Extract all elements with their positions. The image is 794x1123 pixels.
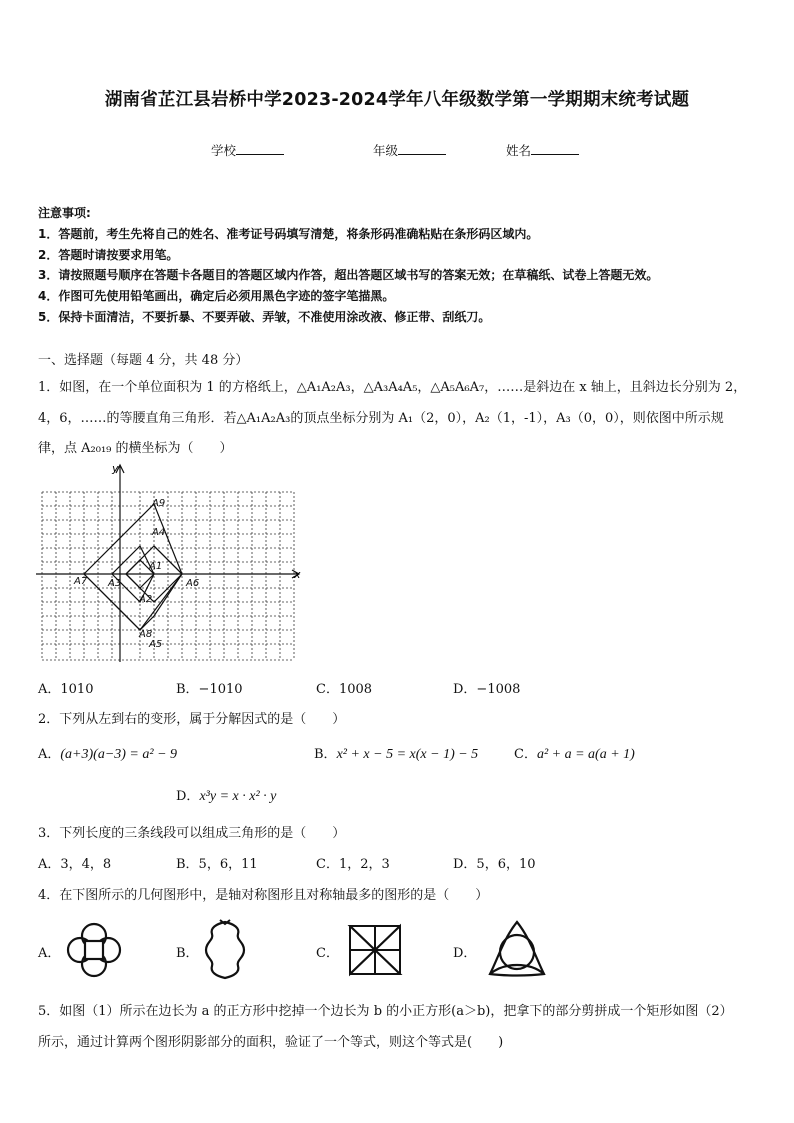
- q1-option-d[interactable]: D．−1008: [453, 682, 521, 697]
- point-label: A4: [152, 527, 166, 538]
- point-label: A8: [139, 629, 153, 640]
- q5-line1: 5．如图（1）所示在边长为 a 的正方形中挖掉一个边长为 b 的小正方形(a＞b)，把拿下的部分剪拼成一个矩形如图（2）: [38, 1004, 733, 1019]
- section-heading: 一、选择题（每题 4 分，共 48 分）: [38, 353, 249, 368]
- y-axis-label: y: [112, 462, 119, 475]
- grade-blank[interactable]: [398, 142, 446, 155]
- q4-stem: 4．在下图所示的几何图形中，是轴对称图形且对称轴最多的图形的是（ ）: [38, 888, 489, 903]
- q1-figure: [36, 462, 306, 664]
- q4-option-c-label[interactable]: C．: [316, 946, 339, 961]
- q3-stem: 3．下列长度的三条线段可以组成三角形的是（ ）: [38, 826, 346, 841]
- q3-option-a[interactable]: A．3，4，8: [38, 857, 112, 872]
- q4-lobed-figure[interactable]: [202, 918, 248, 982]
- q4-option-b-label[interactable]: B．: [176, 946, 199, 961]
- q1-line3: 律，点 A₂₀₁₉ 的横坐标为（ ）: [38, 441, 233, 456]
- point-label: A2: [139, 594, 153, 605]
- q2-option-b[interactable]: [314, 743, 478, 763]
- notice-item: 3．请按照题号顺序在答题卡各题目的答题区域内作答，超出答题区域书写的答案无效；在草稿纸、试卷上答题无效。: [38, 268, 659, 282]
- q2-option-a-expr: (a+3)(a−3) = a² − 9: [60, 747, 178, 762]
- axes: [36, 465, 299, 662]
- q3-option-b[interactable]: B．5，6，11: [176, 857, 258, 872]
- notice-item: 4．作图可先使用铅笔画出，确定后必须用黑色字迹的签字笔描黑。: [38, 289, 395, 303]
- name-field: [506, 141, 579, 159]
- q4-option-d-label[interactable]: D．: [453, 946, 477, 961]
- point-label: A3: [108, 578, 122, 589]
- q5-line2: 所示，通过计算两个图形阴影部分的面积，验证了一个等式，则这个等式是( ): [38, 1035, 504, 1050]
- q2-option-a-label: A．: [38, 747, 61, 762]
- q1-line1: 1．如图，在一个单位面积为 1 的方格纸上，△A₁A₂A₃，△A₃A₄A₅，△A₅A₆A₇，……是斜边在 x 轴上，且斜边长分别为 2，: [38, 380, 747, 395]
- point-label: A7: [74, 576, 88, 587]
- school-field: [211, 141, 284, 159]
- q2-option-d[interactable]: [176, 785, 276, 805]
- x-axis-label: x: [294, 568, 301, 581]
- q1-option-a[interactable]: A．1010: [38, 682, 94, 697]
- point-label: A6: [186, 578, 200, 589]
- q2-option-b-expr: x² + x − 5 = x(x − 1) − 5: [336, 747, 479, 762]
- notice-heading: 注意事项:: [38, 206, 91, 220]
- school-blank[interactable]: [236, 142, 284, 155]
- notice-item: 1．答题前，考生先将自己的姓名、准考证号码填写清楚，将条形码准确粘贴在条形码区域内。: [38, 227, 539, 241]
- point-label: A1: [149, 561, 163, 572]
- q2-option-c-expr: a² + a = a(a + 1): [536, 747, 635, 762]
- q2-stem: 2．下列从左到右的变形，属于分解因式的是（ ）: [38, 712, 346, 727]
- q1-option-c[interactable]: C．1008: [316, 682, 373, 697]
- q4-triquetra-figure[interactable]: [484, 918, 550, 982]
- q4-option-a-label[interactable]: A．: [38, 946, 61, 961]
- q4-pinwheel-figure[interactable]: [346, 922, 406, 978]
- q2-option-d-label: D．: [176, 789, 200, 804]
- grade-field: [373, 141, 446, 159]
- page-title: 湖南省芷江县岩桥中学2023-2024学年八年级数学第一学期期末统考试题: [104, 90, 690, 110]
- q3-option-d[interactable]: D．5，6，10: [453, 857, 536, 872]
- notice-item: 5．保持卡面清洁，不要折暴、不要弄破、弄皱，不准使用涂改液、修正带、刮纸刀。: [38, 310, 491, 324]
- name-blank[interactable]: [531, 142, 579, 155]
- q2-option-a[interactable]: [38, 743, 177, 763]
- q1-line2: 4，6，……的等腰直角三角形．若△A₁A₂A₃的顶点坐标分别为 A₁（2，0），A₂（1，-1），A₃（0，0），则依图中所示规: [38, 411, 724, 426]
- point-label: A5: [149, 639, 163, 650]
- diamonds: [84, 504, 182, 630]
- point-label: A9: [152, 498, 166, 509]
- q2-option-b-label: B．: [314, 747, 337, 762]
- name-label: 姓名: [506, 143, 532, 158]
- notice-item: 2．答题时请按要求用笔。: [38, 248, 179, 262]
- q2-option-c-label: C．: [514, 747, 537, 762]
- q4-flower-figure[interactable]: [64, 920, 124, 980]
- q1-option-b[interactable]: B．−1010: [176, 682, 243, 697]
- q2-option-d-expr: x³y = x · x² · y: [199, 789, 277, 804]
- grade-label: 年级: [373, 143, 399, 158]
- q2-option-c[interactable]: [514, 743, 635, 763]
- q3-option-c[interactable]: C．1，2，3: [316, 857, 390, 872]
- school-label: 学校: [211, 143, 237, 158]
